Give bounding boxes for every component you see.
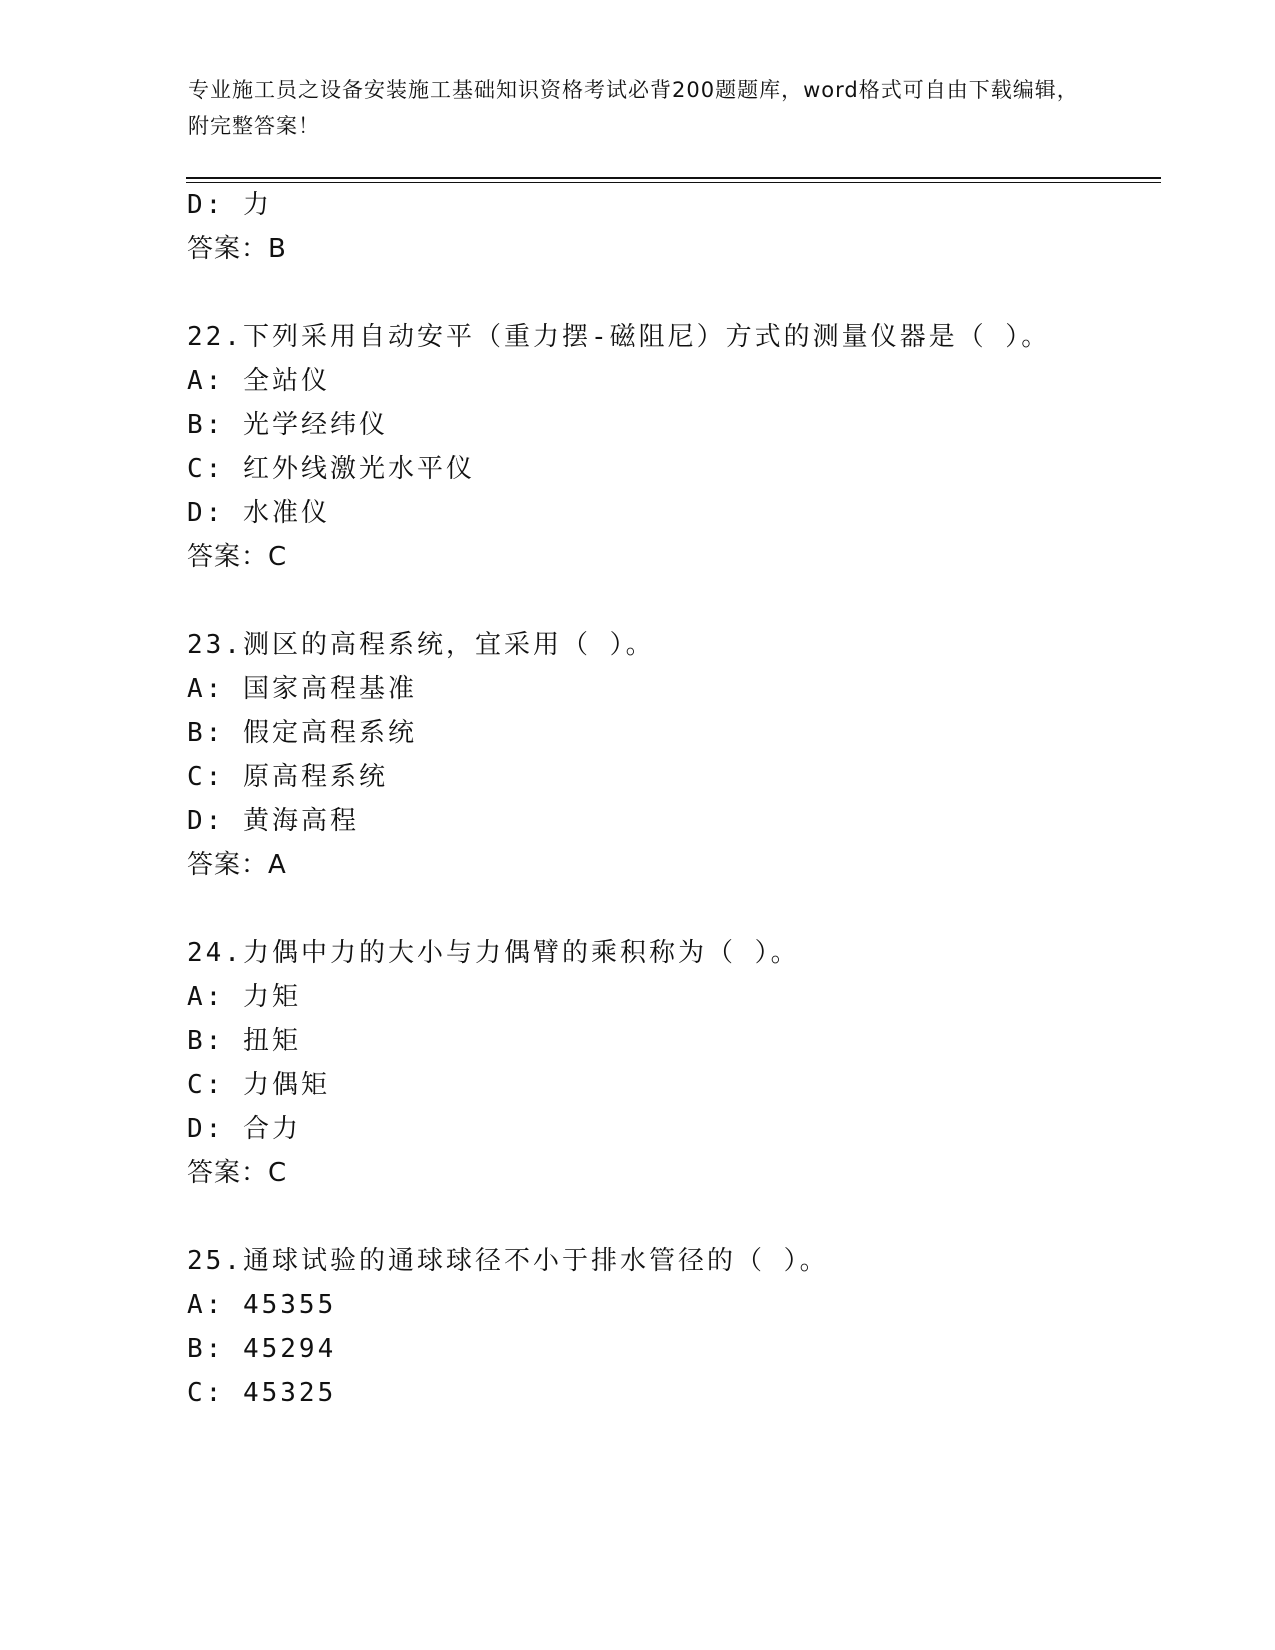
question-24-option-c: C: 力偶矩 xyxy=(187,1070,330,1100)
question-23-option-b: B: 假定高程系统 xyxy=(187,718,417,748)
question-22-answer: 答案：C xyxy=(187,542,288,572)
question-24-option-d: D: 合力 xyxy=(187,1114,301,1144)
question-22-option-c: C: 红外线激光水平仪 xyxy=(187,454,475,484)
header-divider-thin xyxy=(186,182,1161,183)
question-23-answer: 答案：A xyxy=(187,850,287,880)
question-22-stem: 22.下列采用自动安平（重力摆-磁阻尼）方式的测量仪器是（ ）。 xyxy=(187,322,1051,352)
prev-question-answer: 答案：B xyxy=(187,234,287,264)
question-25-option-a: A: 45355 xyxy=(187,1290,337,1320)
question-24-answer: 答案：C xyxy=(187,1158,288,1188)
question-23-option-c: C: 原高程系统 xyxy=(187,762,388,792)
question-24-stem: 24.力偶中力的大小与力偶臂的乘积称为（ ）。 xyxy=(187,938,800,968)
question-25-option-c: C: 45325 xyxy=(187,1378,337,1408)
question-22-option-a: A: 全站仪 xyxy=(187,366,330,396)
question-22-option-d: D: 水准仪 xyxy=(187,498,330,528)
prev-question-option-d: D: 力 xyxy=(187,190,272,220)
header-divider-thick xyxy=(186,177,1161,179)
question-23-option-d: D: 黄海高程 xyxy=(187,806,359,836)
question-23-stem: 23.测区的高程系统，宜采用（ ）。 xyxy=(187,630,655,660)
question-25-option-b: B: 45294 xyxy=(187,1334,337,1364)
question-22-option-b: B: 光学经纬仪 xyxy=(187,410,388,440)
document-header-title: 专业施工员之设备安装施工基础知识资格考试必背200题题库，word格式可自由下载编辑，附完整答案！ xyxy=(188,78,1079,138)
question-24-option-b: B: 扭矩 xyxy=(187,1026,301,1056)
question-24-option-a: A: 力矩 xyxy=(187,982,301,1012)
question-25-stem: 25.通球试验的通球球径不小于排水管径的（ ）。 xyxy=(187,1246,829,1276)
question-23-option-a: A: 国家高程基准 xyxy=(187,674,417,704)
